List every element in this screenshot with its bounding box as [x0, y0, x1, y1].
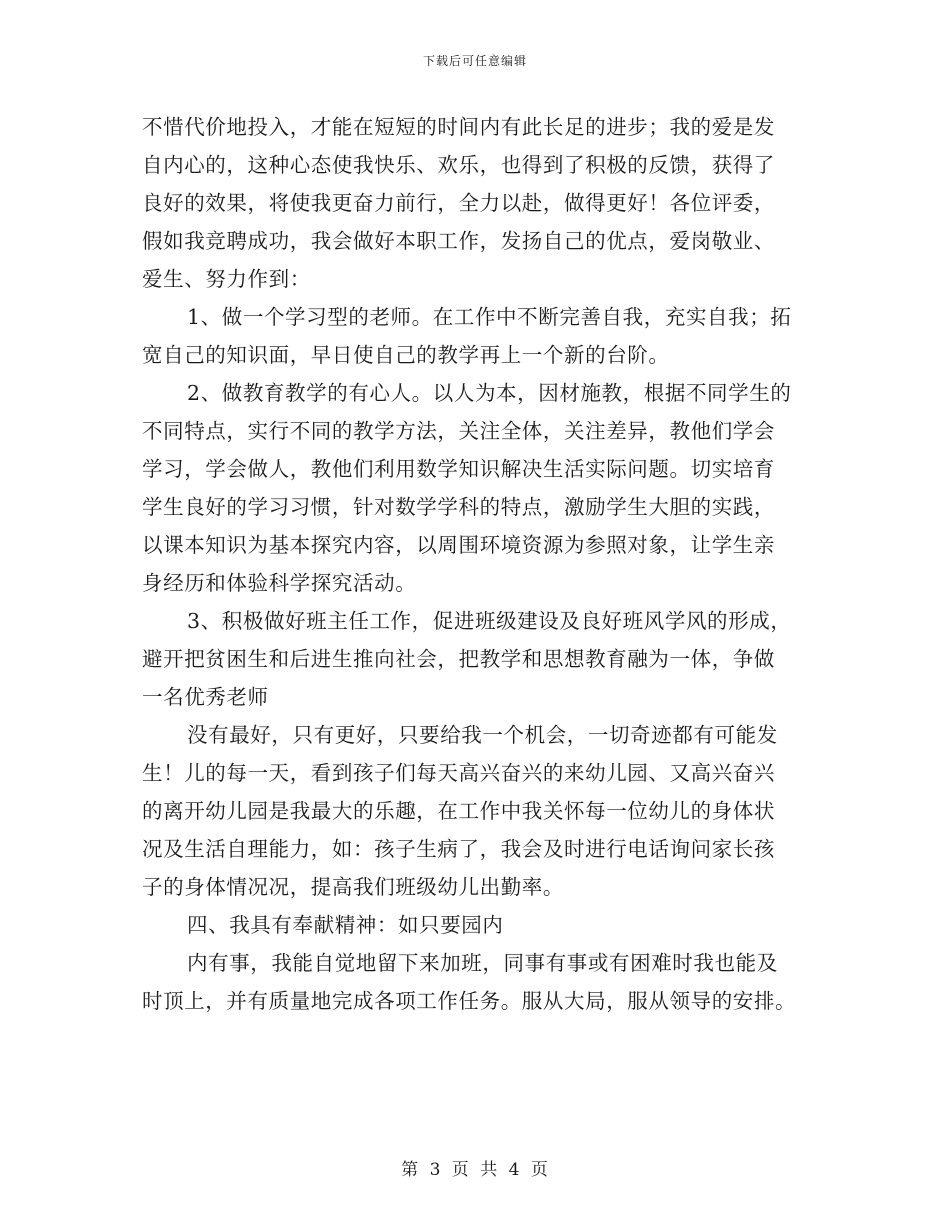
- text-line: 时顶上，并有质量地完成各项工作任务。服从大局，服从领导的安排。: [142, 989, 797, 1013]
- text-line: 1、做一个学习型的老师。在工作中不断完善自我，充实自我；拓: [187, 305, 792, 329]
- text-line: 以课本知识为基本探究内容，以周围环境资源为参照对象，让学生亲: [142, 533, 775, 557]
- text-line: 良好的效果，将使我更奋力前行，全力以赴，做得更好！各位评委，: [142, 191, 775, 215]
- text-line: 2、做教育教学的有心人。以人为本，因材施教，根据不同学生的: [187, 381, 792, 405]
- text-line: 身经历和体验科学探究活动。: [142, 571, 417, 595]
- text-line: 不惜代价地投入，才能在短短的时间内有此长足的进步；我的爱是发: [142, 115, 775, 139]
- text-line: 3、积极做好班主任工作，促进班级建设及良好班风学风的形成，: [187, 609, 792, 633]
- text-line: 没有最好，只有更好，只要给我一个机会，一切奇迹都有可能发: [187, 723, 778, 747]
- page-header: 下载后可任意编辑: [422, 54, 527, 68]
- text-line: 四、我具有奉献精神：如只要园内: [187, 913, 504, 937]
- text-line: 况及生活自理能力，如：孩子生病了，我会及时进行电话询问家长孩: [142, 837, 775, 861]
- text-line: 避开把贫困生和后进生推向社会，把教学和思想教育融为一体，争做: [142, 647, 775, 671]
- text-line: 假如我竞聘成功，我会做好本职工作，发扬自己的优点，爱岗敬业、: [142, 229, 775, 253]
- text-line: 的离开幼儿园是我最大的乐趣，在工作中我关怀每一位幼儿的身体状: [142, 799, 775, 823]
- text-line: 生！儿的每一天，看到孩子们每天高兴奋兴的来幼儿园、又高兴奋兴: [142, 761, 775, 785]
- text-line: 学习，学会做人，教他们利用数学知识解决生活实际问题。切实培育: [142, 457, 775, 481]
- text-line: 爱生、努力作到：: [142, 267, 311, 291]
- text-line: 宽自己的知识面，早日使自己的教学再上一个新的台阶。: [142, 343, 670, 367]
- page-number-footer: 第 3 页 共 4 页: [401, 1160, 549, 1180]
- text-line: 学生良好的学习习惯，针对数学学科的特点，激励学生大胆的实践，: [142, 495, 775, 519]
- text-line: 一名优秀老师: [142, 685, 269, 709]
- text-line: 内有事，我能自觉地留下来加班，同事有事或有困难时我也能及: [187, 951, 778, 975]
- document-body: [142, 108, 810, 1020]
- text-line: 不同特点，实行不同的教学方法，关注全体，关注差异，教他们学会: [142, 419, 775, 443]
- text-line: 自内心的，这种心态使我快乐、欢乐，也得到了积极的反馈，获得了: [142, 153, 775, 177]
- text-line: 子的身体情况况，提高我们班级幼儿出勤率。: [142, 875, 564, 899]
